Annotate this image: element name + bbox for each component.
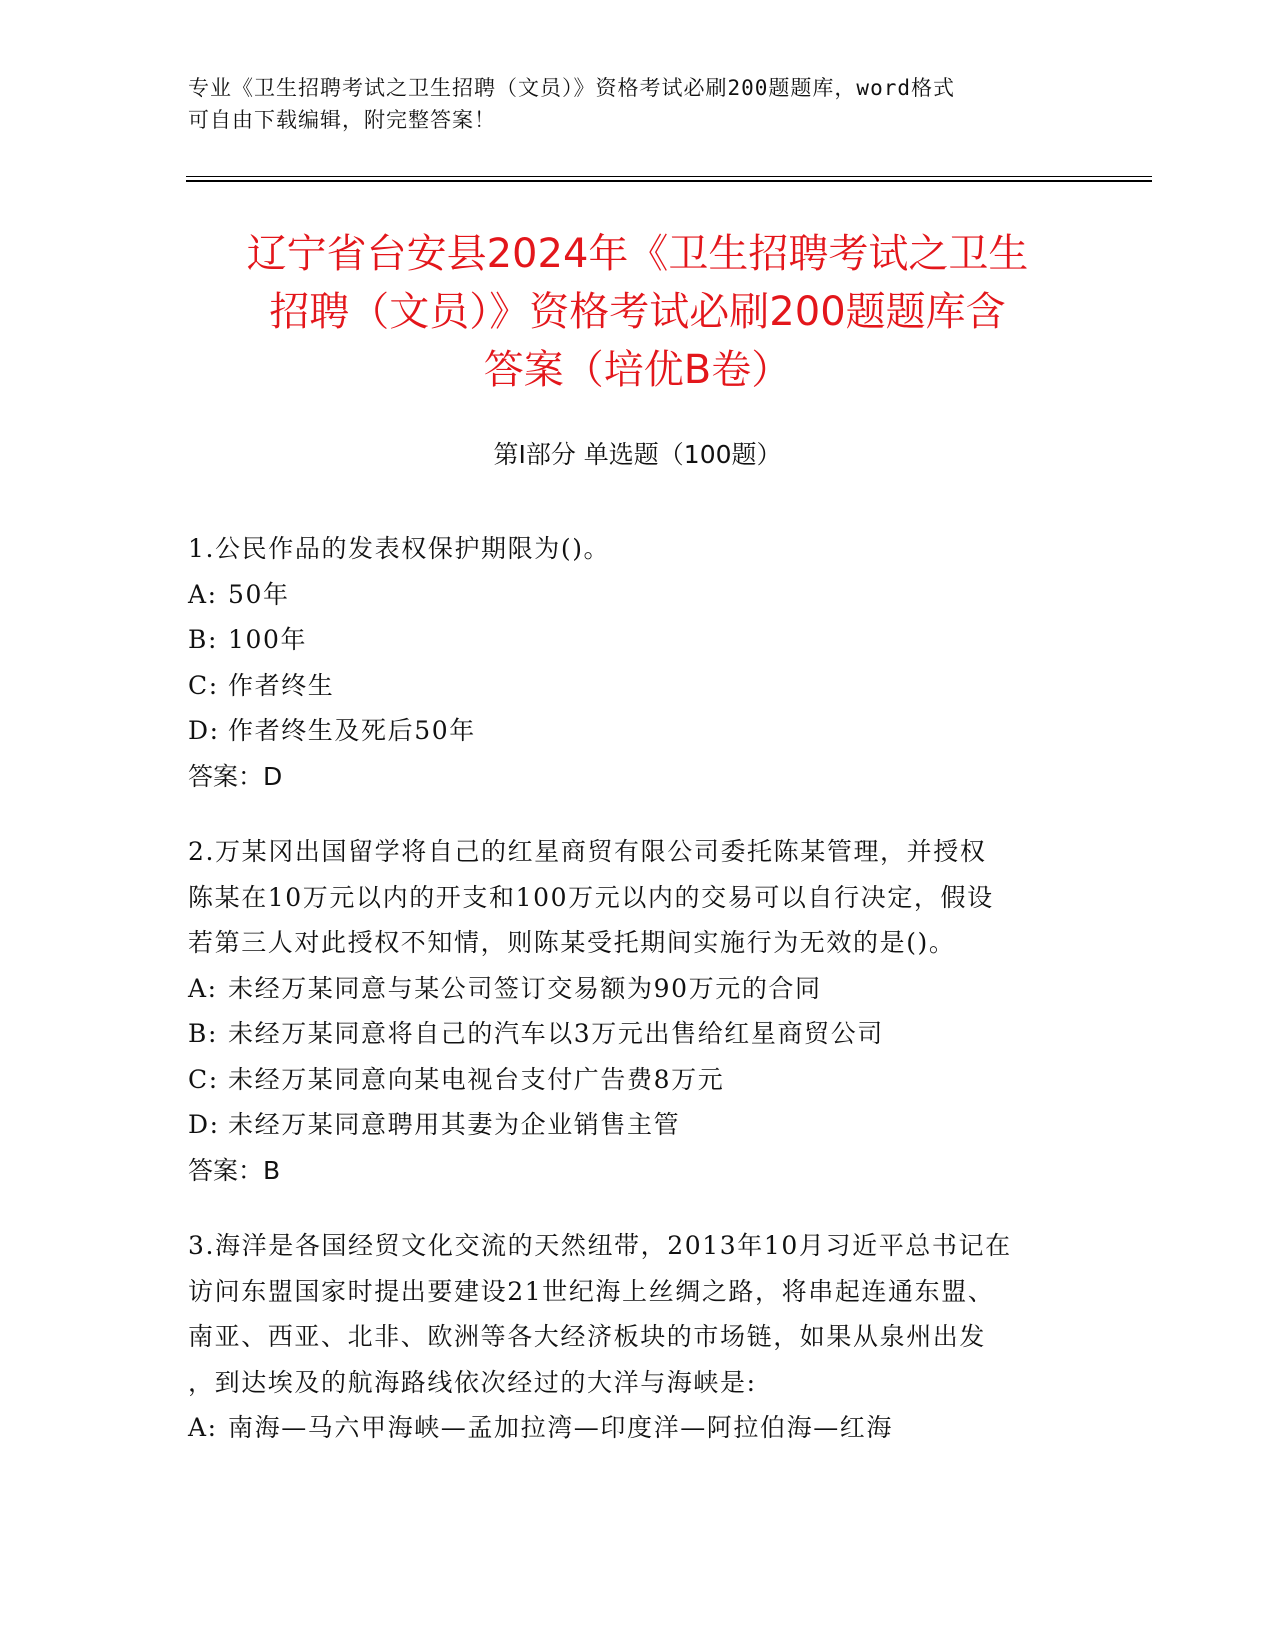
option-text: 未经万某同意与某公司签订交易额为90万元的合同 bbox=[228, 973, 822, 1003]
document-title bbox=[130, 225, 1145, 399]
question-stem: 1.公民作品的发表权保护期限为()。 bbox=[188, 534, 611, 563]
option-label: B: bbox=[188, 1019, 218, 1048]
question-stem-line: 若第三人对此授权不知情，则陈某受托期间实施行为无效的是()。 bbox=[188, 928, 956, 957]
answer: 答案：D bbox=[188, 761, 283, 791]
question-stem-line: ，到达埃及的航海路线依次经过的大洋与海峡是: bbox=[188, 1367, 757, 1397]
option-text: 作者终生及死后50年 bbox=[228, 716, 476, 745]
document-title-line-2: 招聘（文员）》资格考试必刷200题题库含 bbox=[269, 289, 1006, 335]
option-text: 未经万某同意将自己的汽车以3万元出售给红星商贸公司 bbox=[228, 1019, 884, 1048]
question-stem-line: 3.海洋是各国经贸文化交流的天然纽带，2013年10月习近平总书记在 bbox=[188, 1231, 1012, 1260]
question-1 bbox=[188, 526, 1088, 799]
header-note-line-1: 专业《卫生招聘考试之卫生招聘（文员）》资格考试必刷200题题库，word格式 bbox=[188, 76, 955, 100]
option-b bbox=[188, 1011, 1088, 1057]
header-divider-thick bbox=[186, 180, 1152, 182]
option-a bbox=[188, 1405, 1088, 1451]
question-stem-line: 2.万某冈出国留学将自己的红星商贸有限公司委托陈某管理，并授权 bbox=[188, 837, 987, 866]
option-text: 100年 bbox=[228, 625, 308, 654]
question-stem-line: 陈某在10万元以内的开支和100万元以内的交易可以自行决定，假设 bbox=[188, 882, 994, 912]
option-a bbox=[188, 572, 1088, 618]
header-divider-thin bbox=[186, 176, 1152, 177]
option-label: D: bbox=[188, 1110, 220, 1139]
option-label: A: bbox=[188, 973, 218, 1003]
question-stem-line: 南亚、西亚、北非、欧洲等各大经济板块的市场链，如果从泉州出发 bbox=[188, 1322, 987, 1351]
option-label: A: bbox=[188, 579, 218, 609]
option-label: D: bbox=[188, 716, 220, 745]
header-note-line-2: 可自由下载编辑，附完整答案！ bbox=[188, 108, 496, 132]
option-d bbox=[188, 708, 1088, 754]
question-3 bbox=[188, 1223, 1088, 1451]
option-text: 未经万某同意聘用其妻为企业销售主管 bbox=[228, 1110, 681, 1139]
option-b bbox=[188, 617, 1088, 663]
document-title-line-1: 辽宁省台安县2024年《卫生招聘考试之卫生 bbox=[246, 231, 1029, 277]
document-title-line-3: 答案（培优B卷） bbox=[483, 347, 792, 393]
option-d bbox=[188, 1102, 1088, 1148]
option-c bbox=[188, 663, 1088, 709]
option-text: 作者终生 bbox=[228, 670, 335, 700]
question-2 bbox=[188, 829, 1088, 1193]
option-label: C: bbox=[188, 1064, 219, 1094]
question-stem-line: 访问东盟国家时提出要建设21世纪海上丝绸之路，将串起连通东盟、 bbox=[188, 1276, 995, 1306]
section-title: 第I部分 单选题（100题） bbox=[493, 440, 782, 469]
option-label: B: bbox=[188, 625, 218, 654]
option-text: 50年 bbox=[228, 579, 290, 609]
header-note bbox=[188, 72, 1088, 136]
option-a bbox=[188, 966, 1088, 1012]
option-text: 南海—马六甲海峡—孟加拉湾—印度洋—阿拉伯海—红海 bbox=[228, 1413, 894, 1442]
answer: 答案：B bbox=[188, 1155, 281, 1185]
option-label: A: bbox=[188, 1413, 218, 1442]
question-list bbox=[188, 526, 1088, 1481]
option-c bbox=[188, 1057, 1088, 1103]
option-label: C: bbox=[188, 670, 219, 700]
option-text: 未经万某同意向某电视台支付广告费8万元 bbox=[228, 1064, 725, 1094]
